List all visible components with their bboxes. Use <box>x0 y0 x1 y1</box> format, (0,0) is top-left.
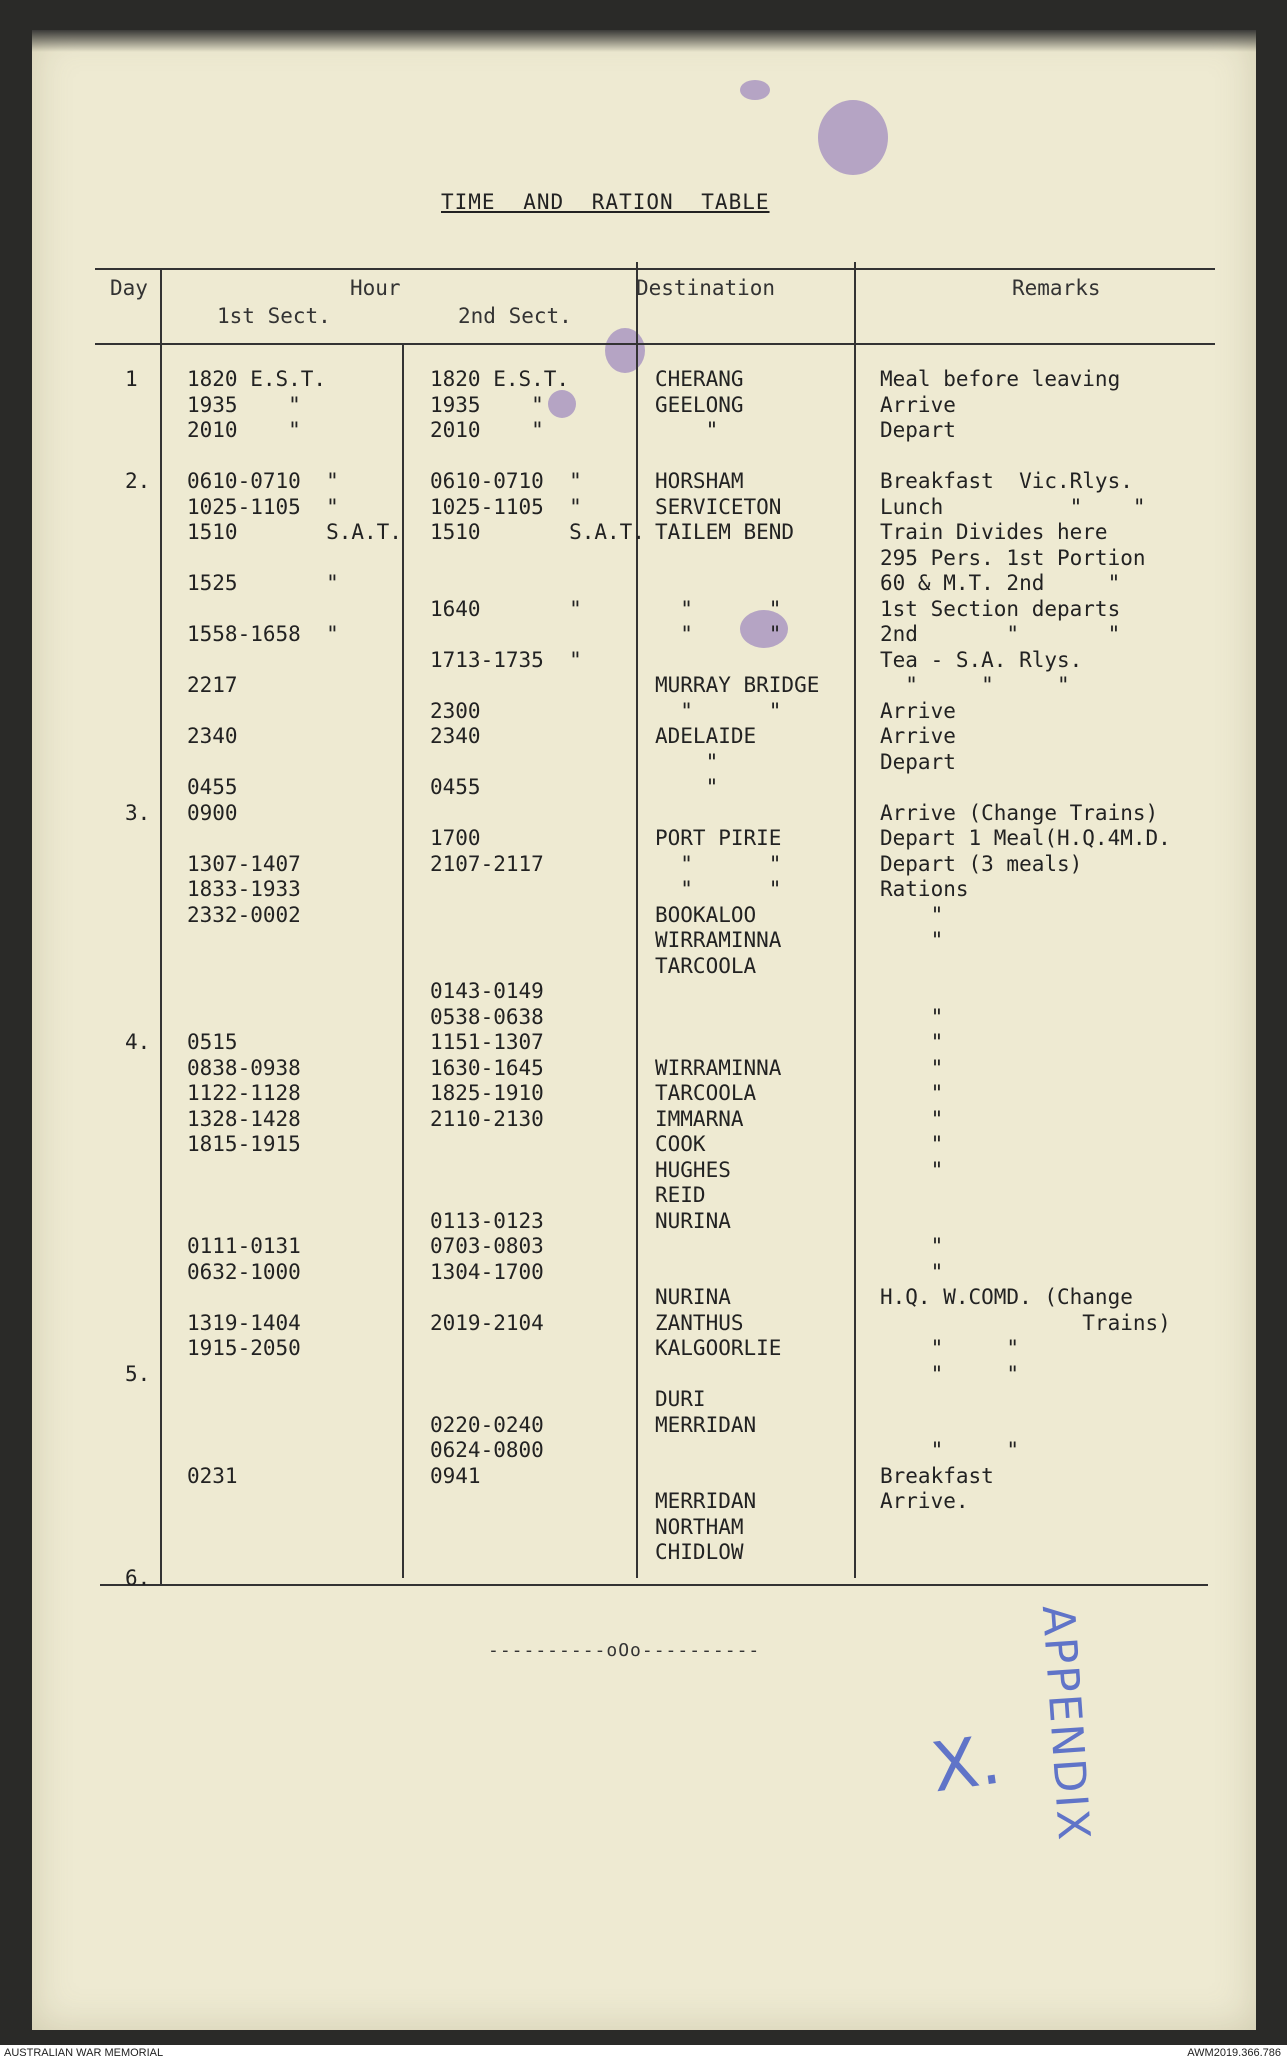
handwritten-appendix: APPENDIX <box>1031 1603 1100 1844</box>
day-column-rule <box>160 268 162 1586</box>
header-hour: Hour <box>350 276 401 300</box>
table-bottom-rule <box>100 1584 1208 1586</box>
first-sect-column: 1820 E.S.T. 1935 " 2010 " 0610-0710 " 1025-1105 " 1510 S.A.T. 1525 " 1558-1658 " 2217 2340 0455 0900 1307-1407 1833-1933 2332-0002 0515 0838-0938 1122-1128 1328-1428 1815-1915 0111-0131 0632-1000 1319-1404 1915-2050 0231 <box>187 367 402 1488</box>
sect-column-rule <box>402 343 404 1578</box>
header-destination: Destination <box>636 276 776 300</box>
second-sect-column: 1820 E.S.T. 1935 " 2010 " 0610-0710 " 1025-1105 " 1510 S.A.T. 1640 " 1713-1735 " 2300 2340 0455 1700 2107-2117 0143-0149 0538-0638 1151-1307 1630-1645 1825-1910 2110-2130 0113-0123 0703-0803 1304-1700 2019-2104 0220-0240 0624-0800 0941 <box>430 367 645 1488</box>
header-first-sect: 1st Sect. <box>217 304 331 328</box>
header-bottom-rule <box>95 343 1215 345</box>
header-remarks: Remarks <box>1012 276 1101 300</box>
top-edge-shadow <box>32 30 1256 52</box>
credit-strip <box>0 2045 1287 2061</box>
credit-left: AUSTRALIAN WAR MEMORIAL <box>4 2047 164 2059</box>
table-top-rule <box>95 268 1215 270</box>
remarks-column: Meal before leaving Arrive Depart Breakfast Vic.Rlys. Lunch " " Train Divides here 295 Pers. 1st Portion 60 & M.T. 2nd " 1st Section departs 2nd " " Tea - S.A. Rlys. " " " Arrive Arrive Depart Arrive (Change Trains) Depart 1 Meal(H.Q.4M.D. Depart (3 meals) Rations " " " " " " " " " " " H.Q. W.COMD. (Change Trains) " " " " " " Breakfast Arrive. <box>880 367 1171 1513</box>
remarks-column-rule <box>854 262 856 1578</box>
ink-stain <box>740 80 770 100</box>
credit-right: AWM2019.366.786 <box>1187 2047 1281 2059</box>
day-column: 1 2. 3. 4. 5. 6. <box>125 367 151 1590</box>
header-day: Day <box>110 276 148 300</box>
handwritten-letter: X. <box>926 1720 1006 1809</box>
footer-ornament: ----------oOo---------- <box>488 1640 761 1661</box>
destination-column: CHERANG GEELONG " HORSHAM SERVICETON TAILEM BEND " " " " MURRAY BRIDGE " " ADELAIDE " " PORT PIRIE " " " " BOOKALOO WIRRAMINNA TARCOOLA WIRRAMINNA TARCOOLA IMMARNA COOK HUGHES REID NURINA NURINA ZANTHUS KALGOORLIE DURI MERRIDAN MERRIDAN NORTHAM CHIDLOW <box>655 367 820 1564</box>
page-title: TIME AND RATION TABLE <box>441 190 770 214</box>
ink-stain <box>818 100 888 175</box>
header-second-sect: 2nd Sect. <box>458 304 572 328</box>
